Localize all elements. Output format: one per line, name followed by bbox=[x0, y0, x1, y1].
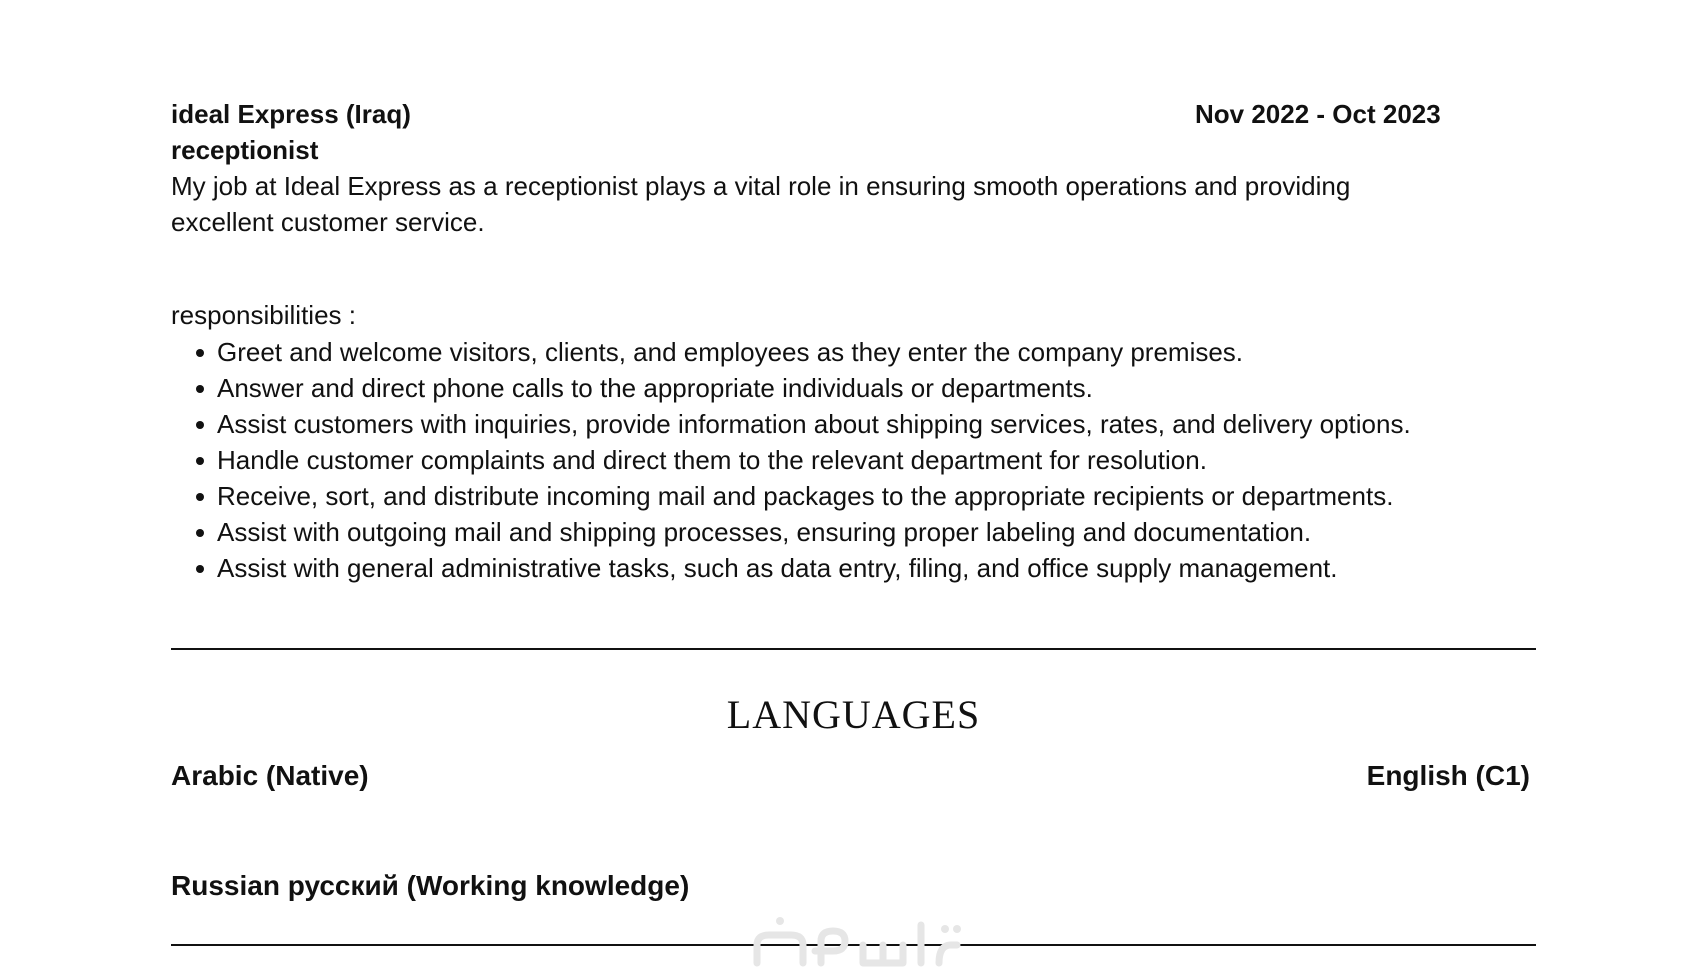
list-item bbox=[171, 478, 1461, 514]
responsibility-text: Receive, sort, and distribute incoming mail and packages to the appropriate recipients or departments. bbox=[217, 481, 1394, 511]
bullet-icon bbox=[196, 457, 204, 465]
languages-heading: LANGUAGES bbox=[726, 692, 981, 737]
employment-dates: Nov 2022 - Oct 2023 bbox=[1195, 99, 1441, 129]
company-name: ideal Express (Iraq) bbox=[171, 99, 411, 129]
watermark-logo-icon bbox=[745, 905, 965, 970]
responsibilities-title: responsibilities : bbox=[171, 300, 356, 330]
responsibility-text: Handle customer complaints and direct them to the relevant department for resolution. bbox=[217, 445, 1207, 475]
responsibilities-list bbox=[171, 334, 1461, 586]
language-arabic: Arabic (Native) bbox=[171, 760, 369, 791]
bullet-icon bbox=[196, 385, 204, 393]
list-item bbox=[171, 334, 1461, 370]
job-title: receptionist bbox=[171, 135, 319, 165]
list-item bbox=[171, 550, 1461, 586]
bullet-icon bbox=[196, 349, 204, 357]
responsibility-text: Assist with general administrative tasks, such as data entry, filing, and office supply management. bbox=[217, 553, 1338, 583]
bullet-icon bbox=[196, 565, 204, 573]
bullet-icon bbox=[196, 421, 204, 429]
language-russian: Russian русский (Working knowledge) bbox=[171, 870, 690, 901]
list-item bbox=[171, 406, 1461, 442]
responsibility-text: Assist with outgoing mail and shipping processes, ensuring proper labeling and documentation. bbox=[217, 517, 1312, 547]
bullet-icon bbox=[196, 529, 204, 537]
language-english: English (C1) bbox=[1366, 760, 1530, 791]
list-item bbox=[171, 514, 1461, 550]
responsibility-text: Answer and direct phone calls to the appropriate individuals or departments. bbox=[217, 373, 1093, 403]
section-divider bbox=[171, 648, 1536, 650]
list-item bbox=[171, 442, 1461, 478]
responsibility-text: Greet and welcome visitors, clients, and employees as they enter the company premises. bbox=[217, 337, 1244, 367]
responsibility-text: Assist customers with inquiries, provide information about shipping services, rates, and delivery options. bbox=[217, 409, 1411, 439]
bullet-icon bbox=[196, 493, 204, 501]
list-item bbox=[171, 370, 1461, 406]
job-description: My job at Ideal Express as a receptionist plays a vital role in ensuring smooth operations and providing excellent customer service. bbox=[171, 171, 1351, 237]
watermark-logo bbox=[745, 905, 965, 970]
